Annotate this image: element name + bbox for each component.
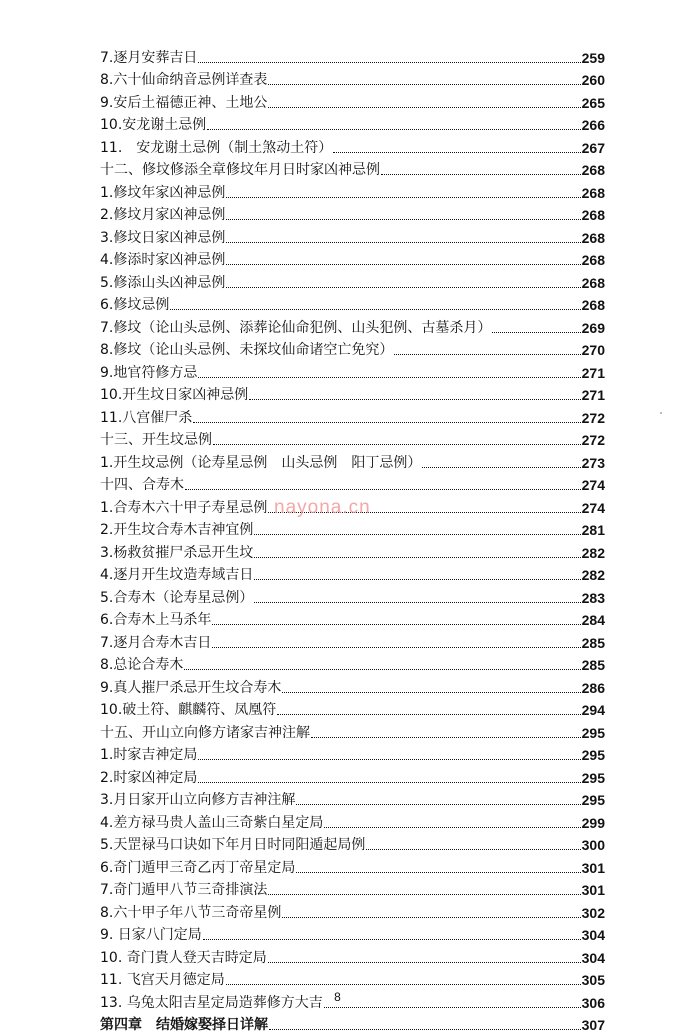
toc-entry-page: 265 (582, 94, 605, 112)
toc-entry[interactable] (100, 472, 605, 495)
toc-dot-leader (198, 377, 580, 378)
toc-entry-page: 270 (582, 341, 605, 359)
toc-entry-title: 9.安后土福德正神、土地公 (100, 94, 267, 112)
toc-entry-title: 第四章 结婚嫁娶择日详解 (100, 1016, 268, 1034)
toc-dot-leader (366, 849, 580, 850)
toc-dot-leader (198, 782, 580, 783)
toc-dot-leader (282, 692, 580, 693)
toc-entry-title: 十三、开生坟忌例 (100, 431, 212, 449)
toc-dot-leader (254, 602, 580, 603)
toc-dot-leader (226, 242, 580, 243)
toc-entry-title: 4.差方禄马贵人盖山三奇紫白星定局 (100, 814, 323, 832)
toc-entry[interactable] (100, 89, 605, 112)
toc-dot-leader (170, 309, 580, 310)
toc-dot-leader (492, 332, 580, 333)
toc-dot-leader (249, 399, 580, 400)
toc-entry-page: 272 (582, 431, 605, 449)
toc-entry-title: 7.逐月安葬吉日 (100, 49, 197, 67)
toc-entry-title: 10.破土符、麒麟符、凤凰符 (100, 701, 276, 719)
toc-entry-page: 274 (582, 499, 605, 517)
toc-entry-page: 286 (582, 679, 605, 697)
toc-entry[interactable] (100, 517, 605, 540)
toc-entry-page: 301 (582, 859, 605, 877)
toc-entry-title: 9.地官符修方忌 (100, 364, 197, 382)
toc-entry-page: 300 (582, 836, 605, 854)
toc-entry-title: 3.杨救贫摧尸杀忌开生坟 (100, 544, 253, 562)
toc-entry[interactable] (100, 247, 605, 270)
toc-entry[interactable] (100, 944, 605, 967)
toc-entry-page: 282 (582, 544, 605, 562)
toc-entry[interactable] (100, 787, 605, 810)
toc-entry-title: 10. 奇门貴人登天吉時定局 (100, 949, 267, 967)
toc-entry-page: 294 (582, 701, 605, 719)
toc-entry[interactable] (100, 382, 605, 405)
toc-entry[interactable] (100, 719, 605, 742)
toc-entry-page: 284 (582, 611, 605, 629)
toc-entry-title: 6.奇门遁甲三奇乙丙丁帝星定局 (100, 859, 295, 877)
toc-entry[interactable] (100, 539, 605, 562)
toc-entry[interactable] (100, 314, 605, 337)
table-of-contents (100, 44, 605, 1034)
toc-entry[interactable] (100, 157, 605, 180)
toc-dot-leader (212, 647, 580, 648)
toc-entry-page: 274 (582, 476, 605, 494)
toc-entry-page: 268 (582, 251, 605, 269)
toc-entry-page: 268 (582, 161, 605, 179)
toc-entry[interactable] (100, 1012, 605, 1034)
toc-dot-leader (422, 467, 580, 468)
toc-dot-leader (185, 489, 581, 490)
toc-entry-title: 8.六十甲子年八节三奇帝星例 (100, 904, 281, 922)
toc-entry-title: 6.合寿木上马杀年 (100, 611, 211, 629)
toc-dot-leader (296, 804, 580, 805)
toc-entry[interactable] (100, 697, 605, 720)
toc-dot-leader (226, 219, 580, 220)
toc-entry[interactable] (100, 202, 605, 225)
toc-entry-page: 268 (582, 274, 605, 292)
toc-entry-title: 5.天罡禄马口诀如下年月日时同阳遁起局例 (100, 836, 365, 854)
toc-dot-leader (311, 737, 581, 738)
toc-entry-title: 4.逐月开生坟造寿域吉日 (100, 566, 253, 584)
toc-entry-page: 285 (582, 656, 605, 674)
toc-entry-title: 2.开生坟合寿木吉神宜例 (100, 521, 253, 539)
toc-dot-leader (226, 984, 581, 985)
toc-entry-title: 8.六十仙命纳音忌例详查表 (100, 71, 267, 89)
toc-entry[interactable] (100, 112, 605, 135)
toc-entry-page: 295 (582, 791, 605, 809)
toc-entry-title: 3.修坟日家凶神忌例 (100, 229, 225, 247)
toc-entry[interactable] (100, 67, 605, 90)
toc-entry-title: 10.安龙谢土忌例 (100, 116, 206, 134)
toc-dot-leader (324, 1007, 581, 1008)
toc-dot-leader (333, 152, 580, 153)
toc-dot-leader (268, 962, 581, 963)
toc-entry[interactable] (100, 764, 605, 787)
toc-entry[interactable] (100, 269, 605, 292)
toc-entry-page: 271 (582, 386, 605, 404)
toc-entry-title: 11.八宫催尸杀 (100, 409, 192, 427)
toc-entry[interactable] (100, 292, 605, 315)
toc-entry-title: 4.修添时家凶神忌例 (100, 251, 225, 269)
toc-entry-title: 1.合寿木六十甲子寿星忌例 (100, 499, 267, 517)
toc-entry-page: 268 (582, 296, 605, 314)
toc-dot-leader (254, 534, 580, 535)
toc-entry[interactable] (100, 652, 605, 675)
toc-entry[interactable] (100, 562, 605, 585)
toc-entry-title: 9.真人摧尸杀忌开生坟合寿木 (100, 679, 281, 697)
toc-entry[interactable] (100, 584, 605, 607)
toc-entry-page: 259 (582, 49, 605, 67)
toc-entry-page: 271 (582, 364, 605, 382)
toc-entry-title: 7.逐月合寿木吉日 (100, 634, 211, 652)
toc-entry[interactable] (100, 742, 605, 765)
toc-entry[interactable] (100, 854, 605, 877)
toc-entry-title: 9. 日家八门定局 (100, 926, 202, 944)
toc-entry[interactable] (100, 179, 605, 202)
toc-entry-title: 2.时家凶神定局 (100, 769, 197, 787)
toc-dot-leader (269, 1029, 581, 1030)
toc-entry[interactable] (100, 427, 605, 450)
toc-entry-title: 11. 安龙谢土忌例（制土煞动土符） (100, 139, 332, 157)
toc-entry[interactable] (100, 607, 605, 630)
toc-dot-leader (254, 579, 580, 580)
toc-dot-leader (268, 894, 580, 895)
toc-dot-leader (277, 714, 580, 715)
toc-entry[interactable] (100, 404, 605, 427)
toc-dot-leader (207, 129, 580, 130)
toc-entry-title: 11. 飞宫天月德定局 (100, 971, 225, 989)
toc-entry-page: 299 (582, 814, 605, 832)
toc-entry-page: 272 (582, 409, 605, 427)
toc-entry[interactable] (100, 674, 605, 697)
toc-entry-title: 13. 乌兔太阳吉星定局造葬修方大吉 (100, 994, 323, 1012)
toc-entry-page: 295 (582, 724, 605, 742)
toc-entry-page: 281 (582, 521, 605, 539)
toc-entry-page: 283 (582, 589, 605, 607)
toc-dot-leader (193, 422, 580, 423)
toc-dot-leader (213, 444, 581, 445)
toc-entry-title: 1.时家吉神定局 (100, 746, 197, 764)
toc-entry-page: 302 (582, 904, 605, 922)
toc-dot-leader (203, 939, 581, 940)
toc-entry[interactable] (100, 922, 605, 945)
toc-entry-page: 266 (582, 116, 605, 134)
toc-entry[interactable] (100, 359, 605, 382)
toc-entry-title: 10.开生坟日家凶神忌例 (100, 386, 248, 404)
toc-entry-page: 268 (582, 229, 605, 247)
toc-dot-leader (282, 917, 580, 918)
toc-entry-page: 305 (582, 971, 605, 989)
toc-entry-title: 3.月日家开山立向修方吉神注解 (100, 791, 295, 809)
toc-entry-page: 295 (582, 746, 605, 764)
toc-entry-page: 267 (582, 139, 605, 157)
toc-entry-title: 7.奇门遁甲八节三奇排演法 (100, 881, 267, 899)
toc-entry[interactable] (100, 337, 605, 360)
toc-entry-title: 6.修坟忌例 (100, 296, 169, 314)
toc-entry-page: 268 (582, 206, 605, 224)
toc-entry-page: 304 (582, 949, 605, 967)
toc-dot-leader (268, 84, 580, 85)
scan-speck (660, 412, 662, 414)
toc-entry-page: 304 (582, 926, 605, 944)
toc-dot-leader (381, 174, 581, 175)
toc-entry[interactable] (100, 449, 605, 472)
toc-entry[interactable] (100, 134, 605, 157)
toc-dot-leader (268, 107, 580, 108)
toc-dot-leader (198, 759, 580, 760)
toc-entry[interactable] (100, 967, 605, 990)
toc-entry-page: 307 (582, 1016, 605, 1034)
toc-dot-leader (296, 872, 580, 873)
toc-entry-title: 5.修添山头凶神忌例 (100, 274, 225, 292)
toc-entry-title: 1.修坟年家凶神忌例 (100, 184, 225, 202)
toc-entry-page: 268 (582, 184, 605, 202)
toc-entry-title: 十二、修坟修添全章修坟年月日时家凶神忌例 (100, 161, 380, 179)
toc-entry[interactable] (100, 832, 605, 855)
toc-dot-leader (394, 354, 580, 355)
toc-entry-title: 十四、合寿木 (100, 476, 184, 494)
toc-entry-title: 2.修坟月家凶神忌例 (100, 206, 225, 224)
toc-entry-page: 269 (582, 319, 605, 337)
toc-entry[interactable] (100, 629, 605, 652)
toc-entry-page: 260 (582, 71, 605, 89)
toc-entry-page: 282 (582, 566, 605, 584)
toc-dot-leader (324, 827, 580, 828)
toc-entry[interactable] (100, 899, 605, 922)
toc-entry[interactable] (100, 809, 605, 832)
toc-entry[interactable] (100, 44, 605, 67)
toc-entry-page: 301 (582, 881, 605, 899)
toc-entry-page: 295 (582, 769, 605, 787)
toc-dot-leader (226, 287, 580, 288)
toc-entry-title: 8.修坟（论山头忌例、未探坟仙命诸空亡免究） (100, 341, 393, 359)
toc-dot-leader (226, 197, 580, 198)
toc-entry-title: 5.合寿木（论寿星忌例） (100, 589, 253, 607)
toc-entry-title: 8.总论合寿木 (100, 656, 183, 674)
toc-entry[interactable] (100, 877, 605, 900)
toc-dot-leader (184, 669, 580, 670)
toc-entry-title: 1.开生坟忌例（论寿星忌例 山头忌例 阳丁忌例） (100, 454, 421, 472)
toc-dot-leader (212, 624, 580, 625)
toc-dot-leader (226, 264, 580, 265)
toc-entry-title: 7.修坟（论山头忌例、添葬论仙命犯例、山头犯例、古墓杀月） (100, 319, 491, 337)
page-number: 8 (0, 990, 675, 1004)
toc-dot-leader (254, 557, 580, 558)
toc-entry-page: 306 (582, 994, 605, 1012)
watermark: nayona.cn (274, 497, 371, 519)
toc-entry[interactable] (100, 224, 605, 247)
toc-entry-title: 十五、开山立向修方诸家吉神注解 (100, 724, 310, 742)
toc-dot-leader (198, 62, 580, 63)
toc-entry-page: 285 (582, 634, 605, 652)
toc-entry-page: 273 (582, 454, 605, 472)
